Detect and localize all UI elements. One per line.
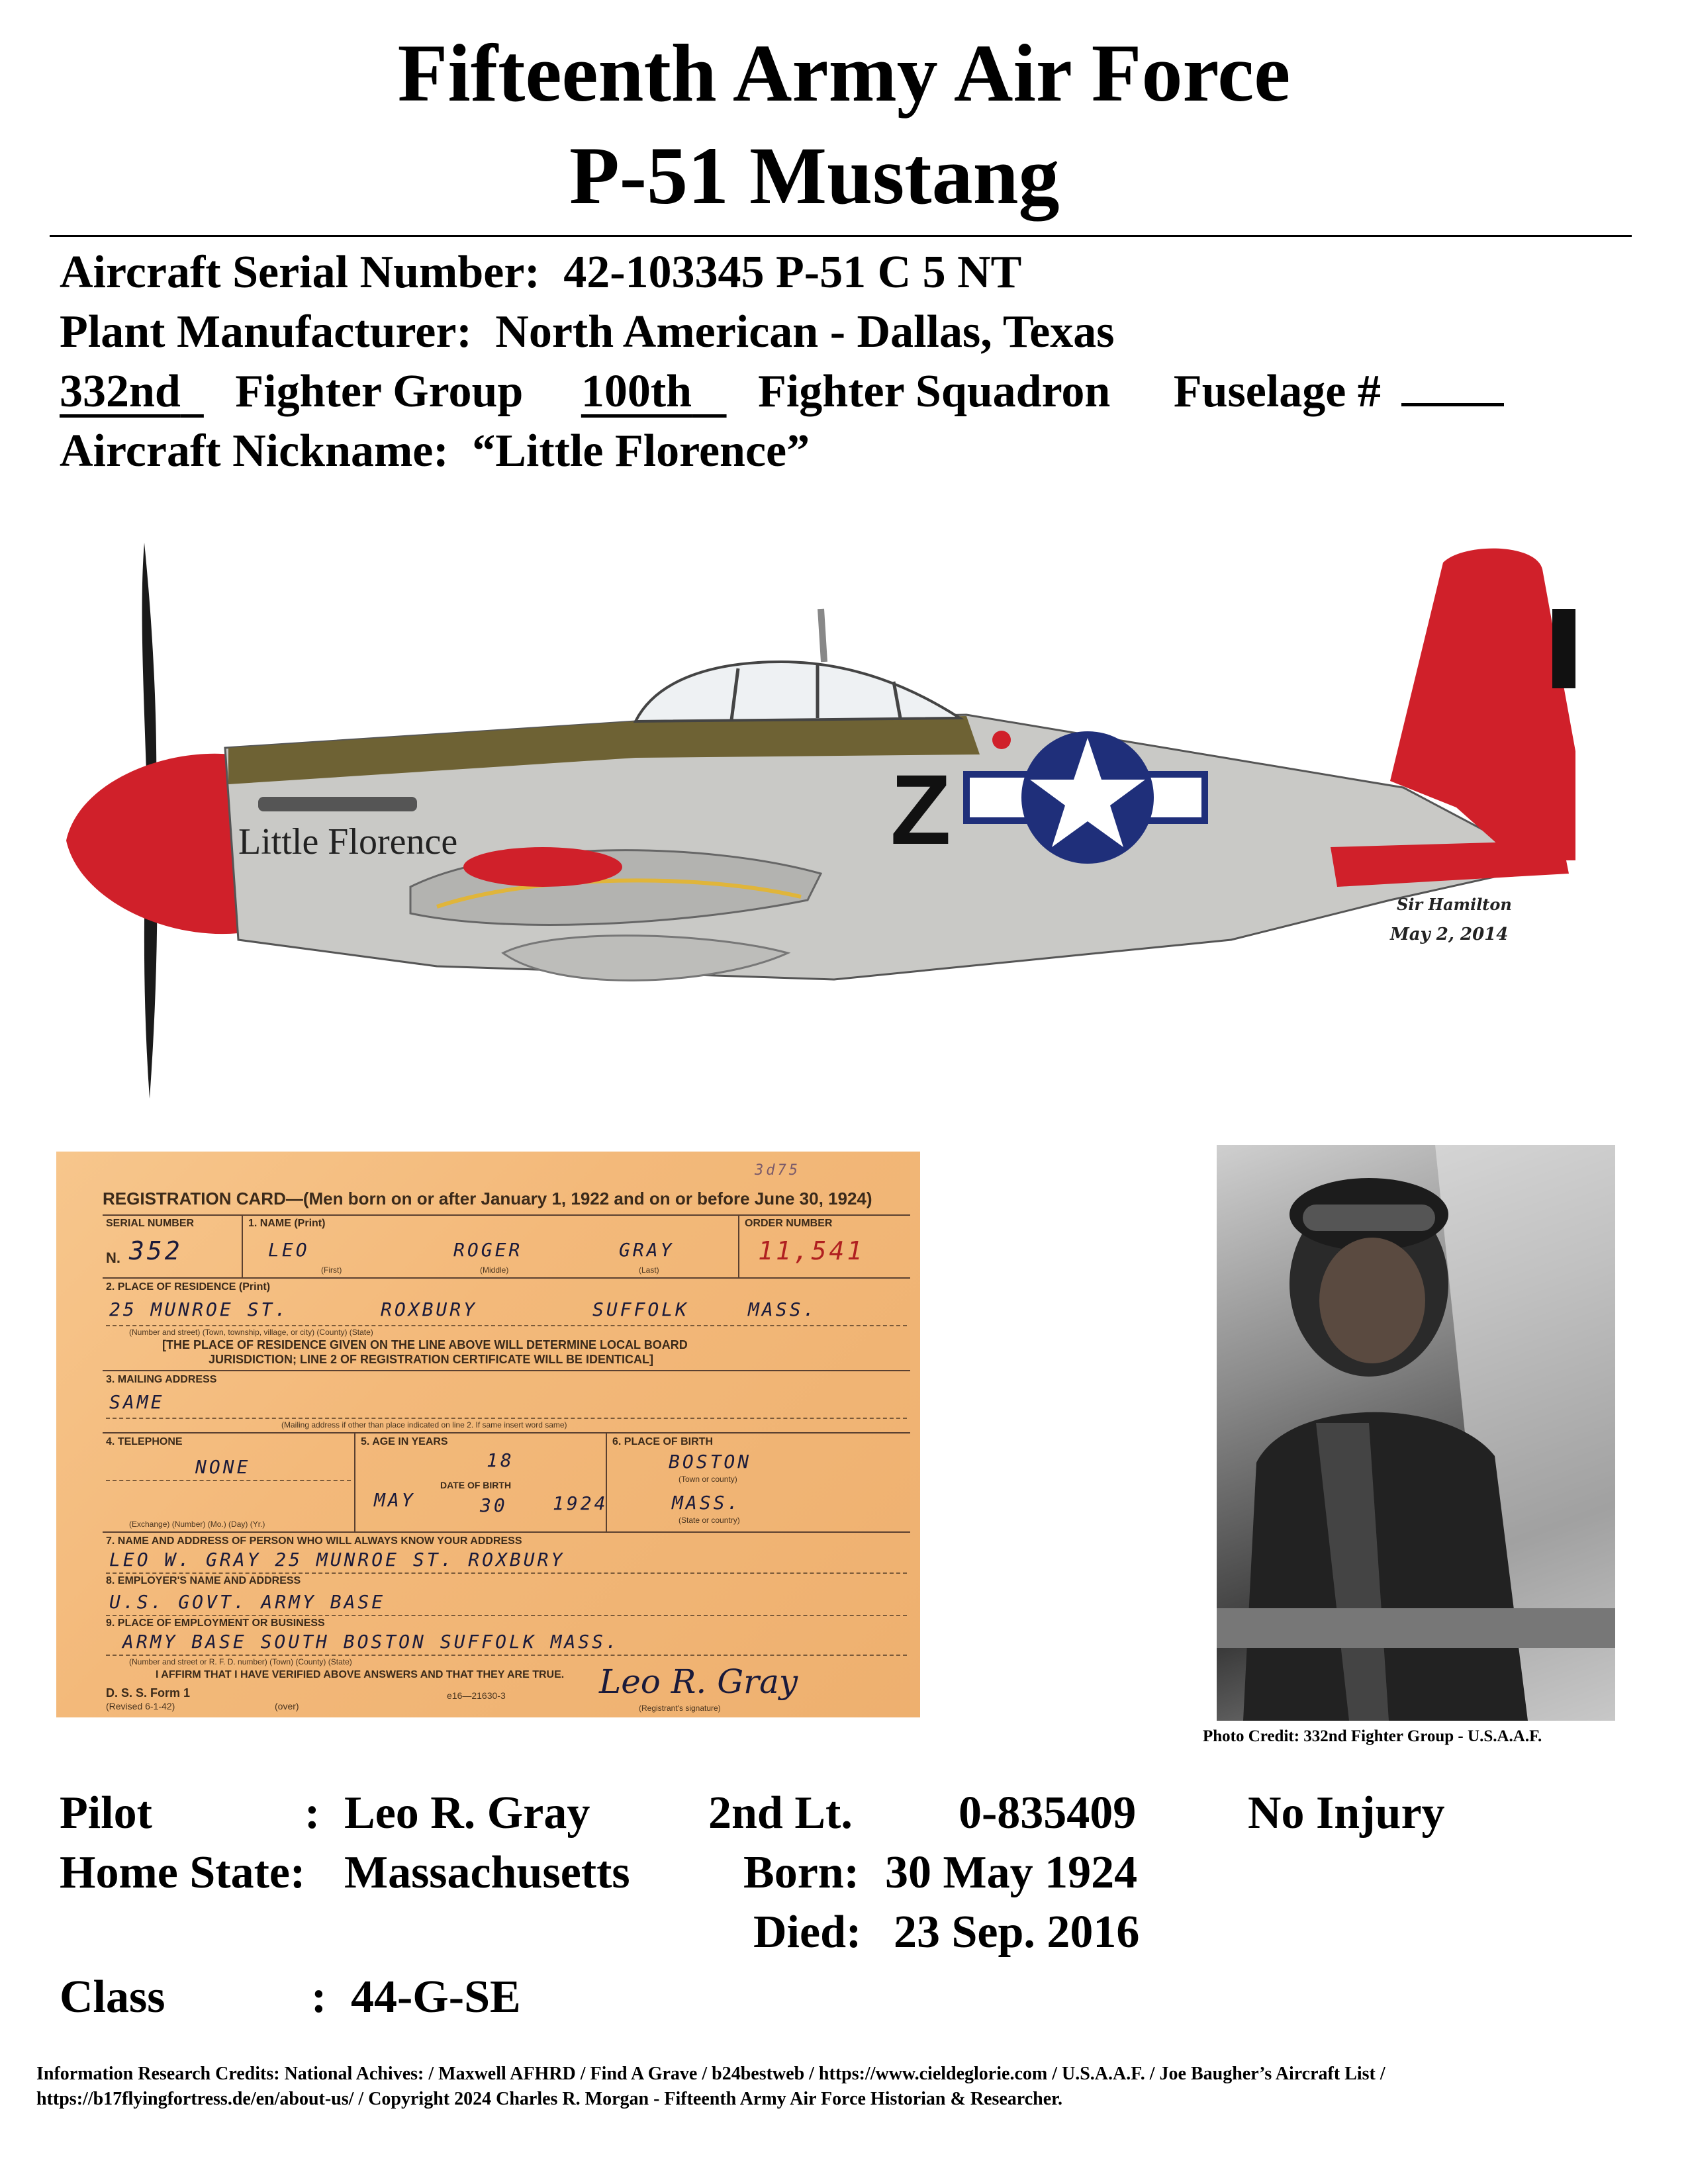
birth-year-value: 1924 <box>553 1492 608 1514</box>
class-colon: : <box>311 1972 327 2023</box>
born-value: 30 May 1924 <box>885 1847 1138 1898</box>
photo-credit: Photo Credit: 332nd Fighter Group - U.S.A.A.F. <box>1203 1727 1542 1745</box>
telephone-value: NONE <box>195 1456 251 1478</box>
mailing-caption: (Mailing address if other than place indicated on line 2. If same insert word same) <box>281 1420 567 1430</box>
artist-signature-name: Sir Hamilton <box>1397 895 1512 914</box>
fuselage-blank <box>1401 377 1504 406</box>
birthplace-field-label: 6. PLACE OF BIRTH <box>612 1436 714 1447</box>
research-credits-line-2: https://b17flyingfortress.de/en/about-us/ / Copyright 2024 Charles R. Morgan - Fifteenth Army Air Force Historian & Researcher. <box>36 2089 1062 2109</box>
birth-month-value: MAY <box>374 1489 416 1511</box>
pilot-rank: 2nd Lt. <box>708 1788 853 1839</box>
residence-field-label: 2. PLACE OF RESIDENCE (Print) <box>106 1281 271 1293</box>
jurisdiction-note-2: JURISDICTION; LINE 2 OF REGISTRATION CERTIFICATE WILL BE IDENTICAL] <box>209 1353 653 1366</box>
fuselage-label: Fuselage # <box>1173 366 1381 417</box>
nickname-label: Aircraft Nickname: <box>60 426 449 477</box>
middle-caption: (Middle) <box>480 1265 509 1275</box>
name-field-label: 1. NAME (Print) <box>248 1218 326 1229</box>
fighter-group-value: 332nd <box>60 366 181 417</box>
age-field-label: 5. AGE IN YEARS <box>361 1436 448 1447</box>
birth-day-value: 30 <box>480 1494 508 1516</box>
fighter-squadron-label: Fighter Squadron <box>758 366 1111 417</box>
aircraft-illustration <box>40 529 1575 1112</box>
research-credits-line-1: Information Research Credits: National Achives: / Maxwell AFHRD / Find A Grave / b24bestweb / https://www.cieldeglorie.com / U.S.A.A.F. / Joe Baugher’s Aircraft List / <box>36 2064 1385 2084</box>
aircraft-type-title: P-51 Mustang <box>569 130 1060 221</box>
class-label: Class <box>60 1972 165 2023</box>
contact-field-label: 7. NAME AND ADDRESS OF PERSON WHO WILL ALWAYS KNOW YOUR ADDRESS <box>106 1535 522 1547</box>
telephone-field-label: 4. TELEPHONE <box>106 1436 183 1447</box>
printer-code: e16—21630-3 <box>447 1690 506 1701</box>
contact-value: LEO W. GRAY 25 MUNROE ST. ROXBURY <box>109 1549 565 1570</box>
wing-tip-red <box>463 847 622 887</box>
unit-row <box>60 365 1504 418</box>
over-note: (over) <box>275 1701 299 1711</box>
fighter-group-label: Fighter Group <box>235 366 524 417</box>
home-state-label: Home State: <box>60 1847 306 1898</box>
jurisdiction-note-1: [THE PLACE OF RESIDENCE GIVEN ON THE LINE ABOVE WILL DETERMINE LOCAL BOARD <box>162 1338 688 1351</box>
artist-signature-date: May 2, 2014 <box>1390 925 1509 944</box>
residence-county-value: SUFFOLK <box>592 1298 690 1320</box>
residence-town-value: ROXBURY <box>381 1298 478 1320</box>
pilot-photo <box>1217 1145 1615 1721</box>
first-caption: (First) <box>321 1265 342 1275</box>
propeller-blade-upper <box>142 543 157 794</box>
born-label: Born: <box>743 1847 859 1898</box>
title-divider <box>50 235 1632 237</box>
exhaust-stacks <box>258 797 417 811</box>
residence-captions: (Number and street) (Town, township, village, or city) (County) (State) <box>129 1328 373 1337</box>
died-label: Died: <box>753 1907 862 1958</box>
employer-value: U.S. GOVT. ARMY BASE <box>109 1591 386 1613</box>
nickname-value: “Little Florence” <box>472 426 810 477</box>
manufacturer-label: Plant Manufacturer: <box>60 306 472 357</box>
fuselage-code-letter: Z <box>890 754 951 865</box>
manufacturer-value: North American - Dallas, Texas <box>495 306 1115 357</box>
last-caption: (Last) <box>639 1265 659 1275</box>
died-value: 23 Sep. 2016 <box>894 1907 1140 1958</box>
birthplace-town-value: BOSTON <box>669 1451 752 1473</box>
serial-number-field-label: SERIAL NUMBER <box>106 1218 195 1229</box>
mailing-field-label: 3. MAILING ADDRESS <box>106 1374 217 1385</box>
exchange-captions: (Exchange) (Number) (Mo.) (Day) (Yr.) <box>129 1520 265 1529</box>
employment-place-field-label: 9. PLACE OF EMPLOYMENT OR BUSINESS <box>106 1617 325 1629</box>
form-revision: (Revised 6-1-42) <box>106 1701 175 1711</box>
canopy <box>635 662 960 721</box>
signature-caption: (Registrant's signature) <box>639 1704 721 1713</box>
birth-date-label: DATE OF BIRTH <box>440 1480 512 1490</box>
manufacturer-row <box>60 306 1115 359</box>
form-id: D. S. S. Form 1 <box>106 1686 191 1700</box>
order-number-value: 11,541 <box>758 1236 865 1265</box>
mailing-value: SAME <box>109 1391 165 1413</box>
last-name-value: GRAY <box>619 1239 675 1261</box>
serial-prefix: N. <box>106 1250 120 1266</box>
employment-place-value: ARMY BASE SOUTH BOSTON SUFFOLK MASS. <box>122 1631 620 1653</box>
card-corner-note: 3d75 <box>755 1162 800 1179</box>
pilot-label: Pilot <box>60 1788 152 1839</box>
serial-number-label: Aircraft Serial Number: <box>60 247 540 298</box>
red-stabilizer <box>1331 841 1569 887</box>
home-state-value: Massachusetts <box>344 1847 630 1898</box>
serial-number-value: 42-103345 P-51 C 5 NT <box>563 247 1022 298</box>
pilot-service-number: 0-835409 <box>959 1788 1137 1839</box>
employment-captions: (Number and street or R. F. D. number) (Town) (County) (State) <box>129 1657 352 1666</box>
document-title: Fifteenth Army Air Force <box>397 28 1291 118</box>
birthplace-state-value: MASS. <box>672 1492 741 1514</box>
serial-number-row <box>60 246 1021 299</box>
pilot-status: No Injury <box>1248 1788 1445 1839</box>
pilot-name: Leo R. Gray <box>344 1788 590 1839</box>
employer-field-label: 8. EMPLOYER'S NAME AND ADDRESS <box>106 1575 301 1586</box>
residence-street-value: 25 MUNROE ST. <box>109 1298 289 1320</box>
middle-name-value: ROGER <box>453 1239 523 1261</box>
nose-art-text: Little Florence <box>238 821 458 862</box>
nickname-row <box>60 425 810 478</box>
fighter-squadron-value: 100th <box>581 366 692 417</box>
pilot-colon: : <box>305 1788 320 1839</box>
card-heading: REGISTRATION CARD—(Men born on or after January 1, 1922 and on or before June 30, 1924) <box>103 1189 872 1208</box>
first-name-value: LEO <box>268 1239 310 1261</box>
residence-state-value: MASS. <box>748 1298 818 1320</box>
birthplace-town-caption: (Town or county) <box>679 1475 737 1484</box>
affirmation-text: I AFFIRM THAT I HAVE VERIFIED ABOVE ANSWERS AND THAT THEY ARE TRUE. <box>156 1669 565 1680</box>
class-value: 44-G-SE <box>351 1972 521 2023</box>
registrant-signature: Leo R. Gray <box>599 1662 798 1701</box>
nose-spinner <box>66 754 238 934</box>
draft-registration-card <box>56 1152 920 1717</box>
order-number-field-label: ORDER NUMBER <box>745 1218 833 1229</box>
age-value: 18 <box>487 1449 514 1471</box>
serial-number-value: 352 <box>129 1236 183 1265</box>
birthplace-state-caption: (State or country) <box>679 1516 740 1525</box>
